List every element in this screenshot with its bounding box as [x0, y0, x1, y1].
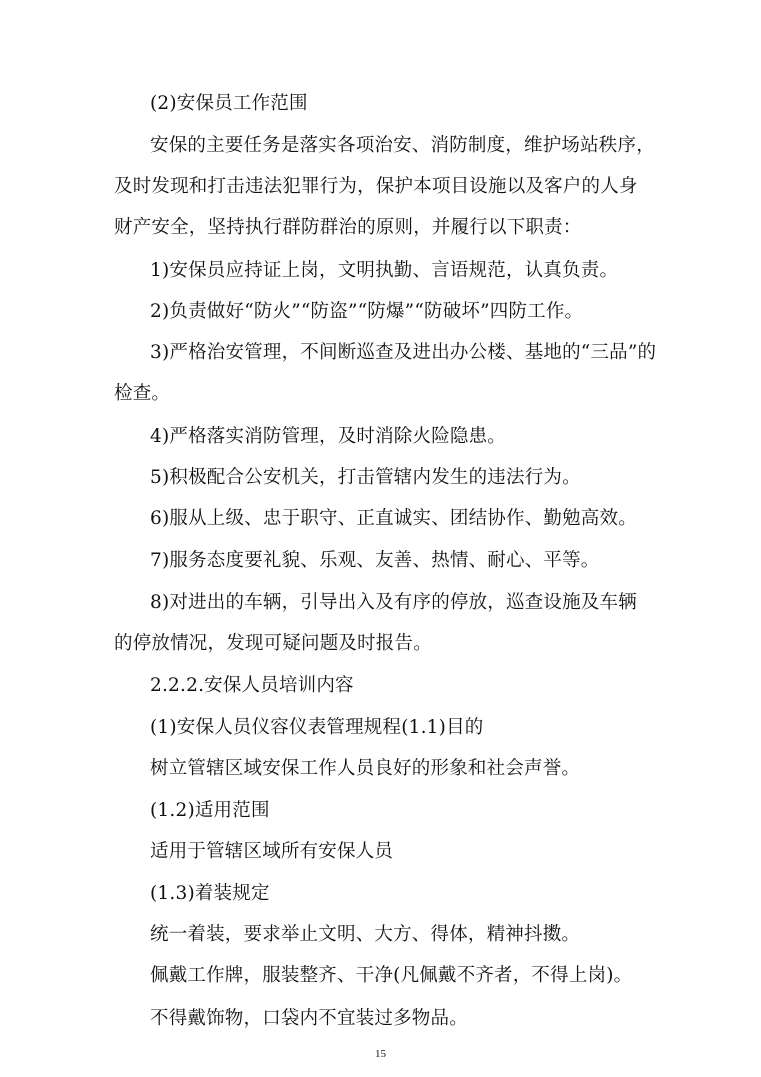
list-item: 3)严格治安管理，不间断巡查及进出办公楼、基地的“三品”的 [150, 342, 657, 363]
paragraph-line: (1.2)适用范围 [150, 800, 270, 821]
list-item: 1)安保员应持证上岗，文明执勤、言语规范，认真负责。 [150, 260, 619, 281]
paragraph-line: 财产安全，坚持执行群防群治的原则，并履行以下职责： [114, 217, 582, 238]
paragraph-line: 安保的主要任务是落实各项治安、消防制度，维护场站秩序， [150, 135, 655, 156]
paragraph-line: 不得戴饰物，口袋内不宜装过多物品。 [150, 1008, 468, 1029]
paragraph-line: 及时发现和打击违法犯罪行为，保护本项目设施以及客户的人身 [114, 176, 638, 197]
paragraph-line: 树立管辖区域安保工作人员良好的形象和社会声誉。 [150, 758, 581, 779]
list-item-continuation: 的停放情况，发现可疑问题及时报告。 [114, 633, 432, 654]
list-item: 2)负责做好“防火”“防盗”“防爆”“防破坏”四防工作。 [150, 301, 584, 322]
list-item: 8)对进出的车辆，引导出入及有序的停放，巡查设施及车辆 [150, 592, 637, 613]
list-item: 5)积极配合公安机关，打击管辖内发生的违法行为。 [150, 467, 581, 488]
page-number: 15 [375, 1048, 386, 1060]
subsection-heading: 2.2.2.安保人员培训内容 [150, 675, 354, 696]
section-heading: (2)安保员工作范围 [150, 93, 308, 114]
list-item: 6)服从上级、忠于职守、正直诚实、团结协作、勤勉高效。 [150, 508, 637, 529]
paragraph-line: (1.3)着装规定 [150, 883, 270, 904]
list-item: 7)服务态度要礼貌、乐观、友善、热情、耐心、平等。 [150, 550, 600, 571]
paragraph-line: 统一着装，要求举止文明、大方、得体，精神抖擞。 [150, 924, 581, 945]
paragraph-line: 适用于管辖区域所有安保人员 [150, 841, 394, 862]
paragraph-line: 佩戴工作牌，服装整齐、干净(凡佩戴不齐者，不得上岗)。 [150, 965, 633, 986]
paragraph-line: (1)安保人员仪容仪表管理规程(1.1)目的 [150, 717, 484, 738]
list-item: 4)严格落实消防管理，及时消除火险隐患。 [150, 426, 506, 447]
list-item-continuation: 检查。 [114, 383, 171, 404]
